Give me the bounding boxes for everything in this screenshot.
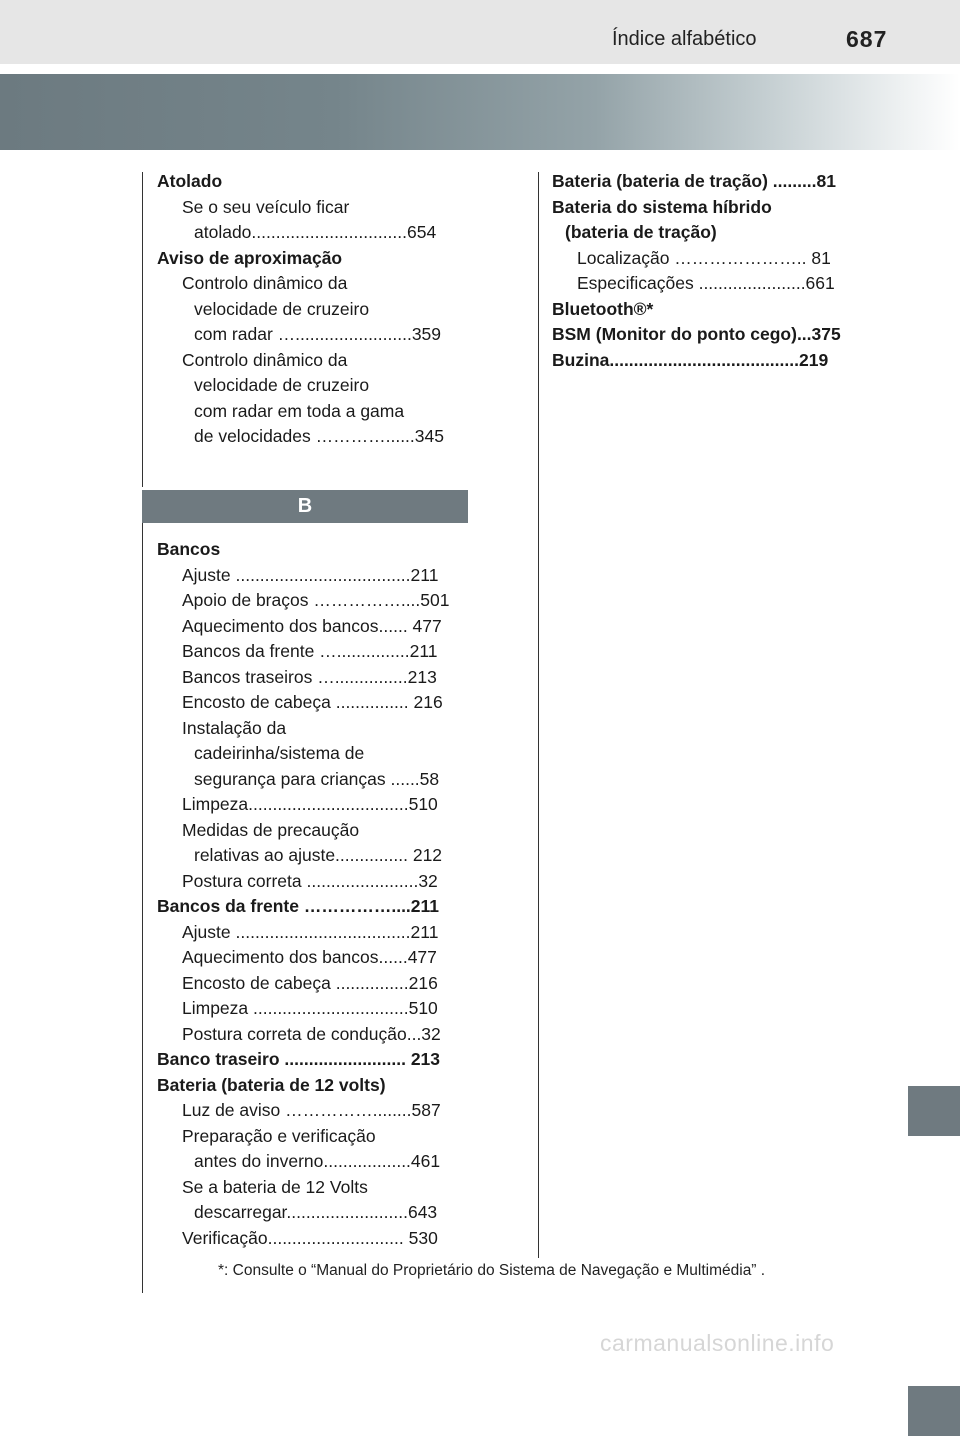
index-entry: descarregar.........................643 xyxy=(194,1202,438,1222)
index-entry: com radar em toda a gama xyxy=(194,400,405,421)
index-heading: Bateria (bateria de 12 volts) xyxy=(157,1074,386,1095)
index-entry: de velocidades …………......345 xyxy=(194,426,444,446)
index-entry: Encosto de cabeça ............... 216 xyxy=(182,692,443,712)
index-entry: cadeirinha/sistema de xyxy=(194,743,365,763)
index-entry: antes do inverno..................461 xyxy=(194,1151,441,1171)
watermark: carmanualsonline.info xyxy=(600,1330,835,1356)
left-column-rule xyxy=(142,172,143,487)
index-heading: Bancos xyxy=(157,539,221,559)
index-entry: Especificações ......................661 xyxy=(577,273,835,293)
index-entry: Aquecimento dos bancos...... 477 xyxy=(182,615,442,636)
index-heading: Bateria (bateria de tração) .........81 xyxy=(552,171,836,191)
index-entry: Controlo dinâmico da xyxy=(182,349,348,370)
index-entry: Se o seu veículo ficar xyxy=(182,196,350,217)
left-column-rule-lower xyxy=(142,523,143,1293)
index-entry: Luz de aviso ……………........587 xyxy=(182,1100,441,1120)
thumb-tab xyxy=(908,1086,960,1136)
section-letter-bar: B xyxy=(142,490,468,523)
index-column-right xyxy=(552,169,841,373)
index-entry: Verificação............................ 530 xyxy=(182,1227,438,1248)
index-entry: Postura correta .......................32 xyxy=(182,870,438,891)
index-entry: Limpeza.................................510 xyxy=(182,794,438,814)
header-banner xyxy=(0,74,960,150)
index-heading: Bancos da frente ……………....211 xyxy=(157,896,440,916)
index-heading: Atolado xyxy=(157,171,223,191)
index-entry: Apoio de braços ……………....501 xyxy=(182,590,450,610)
index-entry: Se a bateria de 12 Volts xyxy=(182,1176,368,1197)
index-heading: Buzina.......................................219 xyxy=(552,349,829,370)
index-entry: Preparação e verificação xyxy=(182,1125,376,1146)
index-heading: Bateria do sistema híbrido xyxy=(552,196,772,217)
index-column-b xyxy=(157,537,449,1251)
index-column-a xyxy=(157,169,444,450)
index-entry: Bancos da frente …...............211 xyxy=(182,641,438,661)
index-entry: velocidade de cruzeiro xyxy=(194,375,370,395)
index-entry: (bateria de tração) xyxy=(565,222,717,242)
index-heading: Bluetooth®* xyxy=(552,298,654,319)
index-entry: Encosto de cabeça ...............216 xyxy=(182,972,438,993)
index-entry: Localização ………………….. 81 xyxy=(577,247,831,268)
header-title: Índice alfabético xyxy=(612,28,757,50)
index-entry: Controlo dinâmico da xyxy=(182,273,348,293)
index-heading: Banco traseiro ......................... 213 xyxy=(157,1049,441,1069)
page-number: 687 xyxy=(846,26,888,52)
top-header-bar xyxy=(0,0,960,64)
footnote: *: Consulte o “Manual do Proprietário do Sistema de Navegação e Multimédia” . xyxy=(218,1262,766,1279)
index-entry: Bancos traseiros …...............213 xyxy=(182,666,437,687)
index-heading: Aviso de aproximação xyxy=(157,247,343,268)
index-entry: Medidas de precaução xyxy=(182,819,360,840)
index-entry: Postura correta de condução...32 xyxy=(182,1023,441,1044)
index-entry: Ajuste ....................................211 xyxy=(182,921,439,942)
index-entry: velocidade de cruzeiro xyxy=(194,298,370,319)
center-column-rule xyxy=(538,172,539,1258)
index-entry: Aquecimento dos bancos......477 xyxy=(182,947,437,967)
index-thumb-marker xyxy=(908,1386,960,1436)
index-entry: segurança para crianças ......58 xyxy=(194,768,440,789)
index-heading: BSM (Monitor do ponto cego)...375 xyxy=(552,324,841,344)
index-entry: Ajuste ....................................211 xyxy=(182,564,439,585)
index-entry: atolado................................654 xyxy=(194,222,437,242)
index-entry: Instalação da xyxy=(182,717,287,738)
index-entry: Limpeza ................................510 xyxy=(182,998,438,1018)
index-entry: relativas ao ajuste............... 212 xyxy=(194,845,443,865)
index-entry: com radar …........................359 xyxy=(194,324,442,344)
